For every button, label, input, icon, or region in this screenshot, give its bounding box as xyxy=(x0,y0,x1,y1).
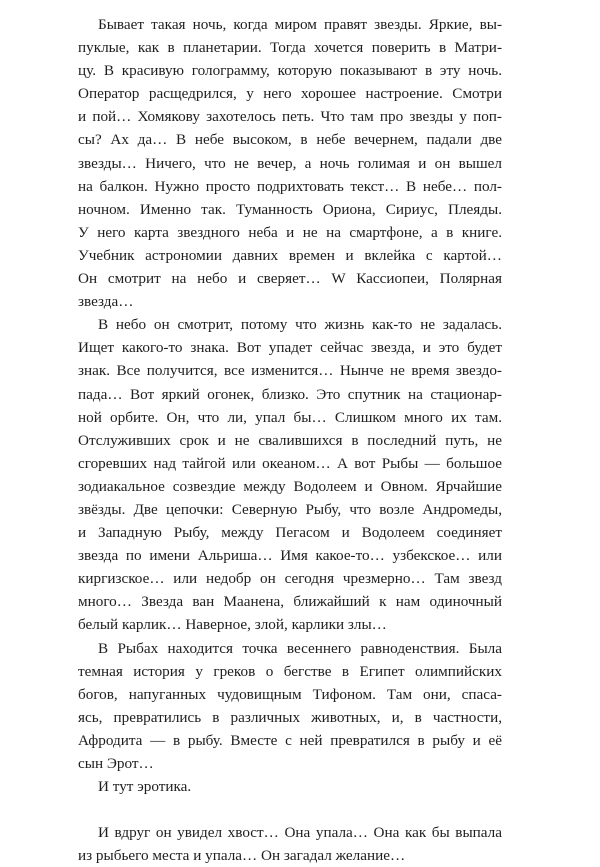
text-line: Учебник астрономии давних времен и вклейка с картой… xyxy=(78,246,502,264)
text-line: звезды… Ничего, что не вечер, а ночь голимая и он вышел xyxy=(78,154,502,172)
text-line: сы? Ах да… В небе высоком, в небе вечернем, падали две xyxy=(78,131,502,149)
text-line: на балкон. Нужно просто подрихтовать текст… В небе… пол- xyxy=(78,177,502,195)
text-line: звёзды. Две цепочки: Северную Рыбу, что возле Андромеды, xyxy=(78,500,502,518)
text-line: В Рыбах находится точка весеннего равноденствия. Была xyxy=(98,639,502,657)
text-line: Ищет какого-то знака. Вот упадет сейчас звезда, и это будет xyxy=(78,339,502,357)
text-line: ной орбите. Он, что ли, упал бы… Слишком много их там. xyxy=(78,408,502,426)
text-line: знак. Все получится, все изменится… Нынче не время звездо- xyxy=(78,362,502,380)
text-line: и пой… Хомякову захотелось петь. Что там про звезды у поп- xyxy=(78,108,502,126)
text-line: И вдруг он увидел хвост… Она упала… Она как бы выпала xyxy=(98,824,502,842)
text-line: Бывает такая ночь, когда миром правят звезды. Яркие, вы- xyxy=(98,16,502,33)
text-line: из рыбьего места и упала… Он загадал желание… xyxy=(78,847,406,865)
text-line: и Западную Рыбу, между Пегасом и Водолеем соединяет xyxy=(78,524,502,542)
text-line: ясь, превратились в различных животных, и, в частности, xyxy=(78,708,502,726)
text-line: звезда… xyxy=(78,293,134,311)
text-line: звезда по имени Альриша… Имя какое-то… узбекское… или xyxy=(78,547,502,565)
text-line: киргизское… или недобр он сегодня чрезмерно… Там звезд xyxy=(78,570,502,588)
section-gap xyxy=(78,798,502,821)
text-line: богов, напуганных чудовищным Тифоном. Там они, спаса- xyxy=(78,685,502,703)
book-page xyxy=(78,13,502,867)
text-line: Отслуживших срок и не свалившихся в последний путь, не xyxy=(78,431,502,449)
text-line: Афродита — в рыбу. Вместе с ней превратился в рыбу и её xyxy=(78,731,502,749)
paragraph-5 xyxy=(78,821,502,867)
text-line: сын Эрот… xyxy=(78,755,154,772)
text-line: пуклые, как в планетарии. Тогда хочется поверить в Матри- xyxy=(78,39,502,57)
paragraph-3 xyxy=(78,637,502,776)
text-line: белый карлик… Наверное, злой, карлики злы… xyxy=(78,616,387,634)
text-line: сгоревших над тайгой или океаном… А вот Рыбы — большое xyxy=(78,454,502,472)
text-line: цу. В красивую голограмму, которую показывают в эту ночь. xyxy=(78,62,502,80)
text-line: У него карта звездного неба и не на смартфоне, а в книге. xyxy=(78,223,502,241)
paragraph-2 xyxy=(78,313,502,636)
text-line: В небо он смотрит, потому что жизнь как-то не задалась. xyxy=(98,316,502,334)
text-line: ночном. Именно так. Туманность Ориона, Сириус, Плеяды. xyxy=(78,200,502,218)
text-line: много… Звезда ван Маанена, ближайший к нам одиночный xyxy=(78,593,502,611)
text-line: темная история у греков о бегстве в Египет олимпийских xyxy=(78,662,502,680)
text-line: Он смотрит на небо и сверяет… W Кассиопеи, Полярная xyxy=(78,270,502,288)
text-line: И тут эротика. xyxy=(98,778,192,796)
text-line: Оператор расщедрился, у него хорошее настроение. Смотри xyxy=(78,85,502,103)
paragraph-4 xyxy=(78,775,502,798)
paragraph-1 xyxy=(78,13,502,313)
text-line: зодиакальное созвездие между Водолеем и Овном. Ярчайшие xyxy=(78,477,502,495)
text-line: пада… Вот яркий огонек, близко. Это спутник на стационар- xyxy=(78,385,502,403)
